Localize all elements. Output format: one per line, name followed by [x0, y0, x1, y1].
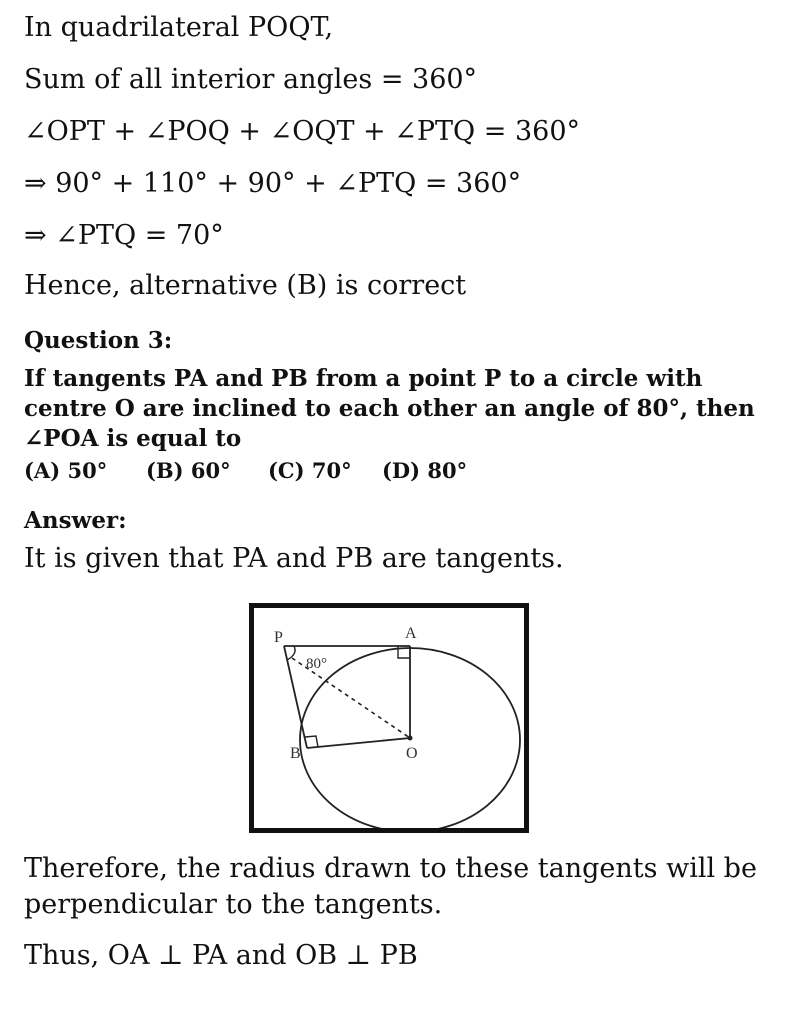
therefore-line-1: Therefore, the radius drawn to these tangents will be: [24, 853, 757, 884]
label-b: B: [290, 745, 301, 762]
option-d: (D) 80°: [382, 458, 468, 483]
angle-arc-icon: [287, 646, 295, 660]
question-text-line-2: centre O are inclined to each other an angle of 80°, then: [24, 395, 755, 422]
sum-statement: Sum of all interior angles = 360°: [24, 64, 478, 95]
option-b: (B) 60°: [146, 458, 231, 483]
label-o: O: [406, 745, 418, 762]
option-c: (C) 70°: [268, 458, 352, 483]
option-a: (A) 50°: [24, 458, 108, 483]
question-text-line-1: If tangents PA and PB from a point P to a circle with: [24, 365, 703, 392]
therefore-line-2: perpendicular to the tangents.: [24, 889, 443, 920]
thus-line: Thus, OA ⊥ PA and OB ⊥ PB: [24, 940, 418, 971]
tangent-pb: [284, 646, 307, 748]
equation-line-3: ⇒ ∠PTQ = 70°: [24, 220, 224, 251]
equation-line-2: ⇒ 90° + 110° + 90° + ∠PTQ = 360°: [24, 168, 522, 199]
radius-ob: [307, 738, 410, 748]
equation-line-1: ∠OPT + ∠POQ + ∠OQT + ∠PTQ = 360°: [24, 116, 581, 147]
angle-label: 80°: [306, 656, 327, 672]
question-text-line-3: ∠POA is equal to: [24, 425, 242, 452]
centre-point-icon: [408, 736, 413, 741]
intro-line: In quadrilateral POQT,: [24, 12, 334, 43]
question-heading: Question 3:: [24, 327, 173, 354]
label-p: P: [274, 629, 283, 646]
options-row: [24, 458, 467, 483]
label-a: A: [405, 625, 417, 642]
conclusion-line: Hence, alternative (B) is correct: [24, 270, 467, 301]
answer-heading: Answer:: [24, 507, 127, 534]
given-statement: It is given that PA and PB are tangents.: [24, 543, 564, 574]
tangent-diagram: [254, 608, 524, 828]
tangent-figure: [249, 603, 529, 833]
